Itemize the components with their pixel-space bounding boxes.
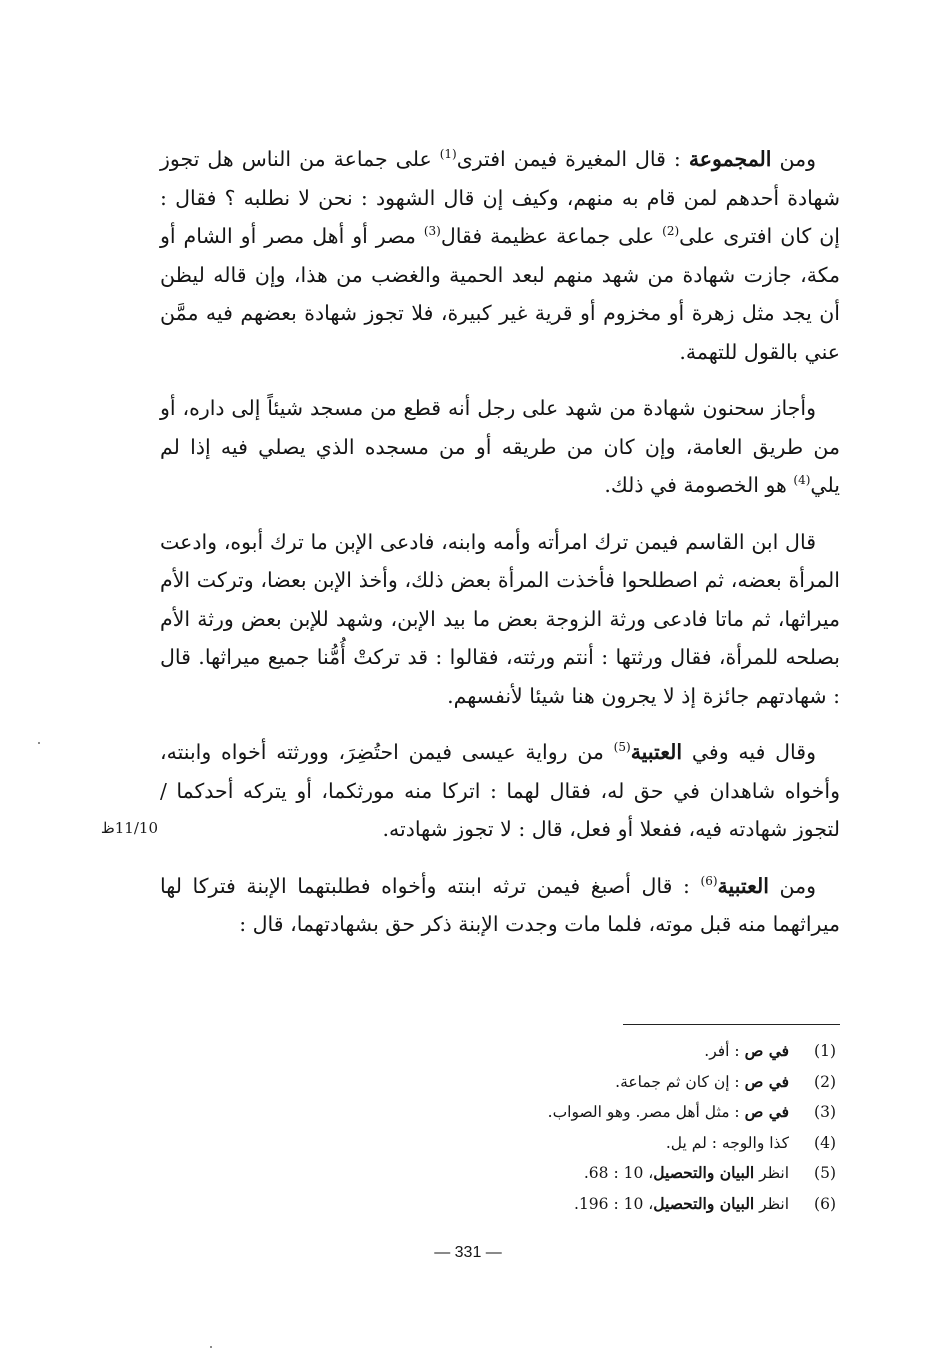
bold-term: العتبية <box>630 740 683 764</box>
footnotes-block <box>360 1036 836 1219</box>
footnote-marker: (4) <box>793 473 811 488</box>
footnote-item <box>360 1067 836 1098</box>
page-number: — 331 — <box>434 1244 502 1261</box>
footnote-prefix: انظر <box>754 1194 790 1213</box>
text-run: من رواية عيسى فيمن احتُضِرَ، وورثته أخواه وابنته، وأخواه شاهدان في حق له، فقال لهما : اتركا منه مورثكما، أو يتركه أحدكما / لتجوز شهادته فيه، ففعلا أو فعل، قال : لا تجوز شهادته. <box>160 740 840 841</box>
text-run: ومن <box>771 147 816 171</box>
footnote-book-title: البيان والتحصيل <box>653 1193 755 1213</box>
footnote-item <box>360 1097 836 1128</box>
scan-speck <box>210 1346 212 1348</box>
footnote-number: (4) <box>814 1133 836 1152</box>
footnote-number: (1) <box>814 1042 836 1060</box>
footnote-item <box>360 1128 836 1159</box>
footnote-marker: (3) <box>423 224 441 239</box>
footnote-item <box>360 1036 836 1067</box>
manuscript-folio-marker: 11/10ظ <box>100 819 158 837</box>
footnote-prefix: انظر <box>754 1164 790 1182</box>
text-run: على جماعة عظيمة فقال <box>440 224 663 248</box>
text-run: وقال فيه وفي <box>682 740 816 764</box>
footnote-text: : أفر. <box>704 1042 740 1060</box>
footnote-book-title: البيان والتحصيل <box>653 1163 755 1182</box>
footnote-text: كذا والوجه : لم يل. <box>665 1133 790 1152</box>
footnote-marker: (2) <box>662 224 680 239</box>
text-run: على جماعة من الناس هل تجوز شهادة أحدهم لمن قام به منهم، وكيف إن قال الشهود : نحن لا نطلبه ؟ فقال : إن كان افترى على <box>160 147 840 248</box>
paragraph <box>160 140 840 371</box>
paragraph <box>160 733 840 849</box>
footnote-text: ، 10 : 196. <box>574 1194 654 1213</box>
footnote-marker: (6) <box>700 873 718 888</box>
paragraph <box>160 867 840 944</box>
text-run: هو الخصومة في ذلك. <box>604 473 794 497</box>
text-run: : قال أصبغ فيمن ترثه ابنته وأخواه فطلبتهما الإبنة فتركا لها ميراثهما منه قبل موته، فلما مات وجدت الإبنة ذكر حق بشهادتهما، قال : <box>160 873 840 936</box>
footnote-source-label: في ص <box>744 1102 790 1121</box>
footnote-marker: (1) <box>439 147 457 162</box>
footnote-text: ، 10 : 68. <box>583 1164 654 1182</box>
paragraph <box>160 523 840 716</box>
text-run: وأجاز سحنون شهادة من شهد على رجل أنه قطع من مسجد شيئاً إلى داره، أو من طريق العامة، وإن كان من طريقه أو من مسجده الذي يصلي فيه إذا لم يلي <box>160 396 840 497</box>
bold-term: المجموعة <box>688 147 772 171</box>
text-run: ومن <box>768 873 816 898</box>
text-run: مصر أو أهل مصر أو الشام أو مكة، جازت شهادة من شهد منهم لبعد الحمية والغضب من هذا، وإن قاله ليظن أن يجد مثل زهرة أو مخزوم أو قرية غير كبيرة، فلا تجوز شهادة بعضهم فيه ممَّن عني بالقول للتهمة. <box>160 224 840 364</box>
footnote-separator-line <box>623 1024 840 1025</box>
footnote-number: (2) <box>814 1072 836 1091</box>
footnote-number: (5) <box>814 1164 836 1182</box>
footnote-item <box>360 1189 836 1220</box>
main-text-block <box>160 140 840 962</box>
footnote-source-label: في ص <box>744 1071 790 1091</box>
footnote-item <box>360 1158 836 1189</box>
paragraph <box>160 389 840 505</box>
scan-speck <box>38 742 40 744</box>
footnote-text: : إن كان ثم جماعة. <box>615 1072 740 1091</box>
footnote-number: (3) <box>814 1103 836 1121</box>
bold-term: العتبية <box>717 873 769 898</box>
footnote-number: (6) <box>814 1194 836 1213</box>
footnote-text: : مثل أهل مصر. وهو الصواب. <box>547 1103 740 1121</box>
text-run: قال ابن القاسم فيمن ترك امرأته وأمه وابنه، فادعى الإبن ما ترك أبوه، وادعت المرأة بعضه، ثم اصطلحوا فأخذت المرأة بعض ذلك، وأخذ الإبن بعضا، وتركت الأم ميراثها، ثم ماتا فادعى ورثة الزوجة بعض ما بيد الإبن، وشهد للإبن بعض ورثة الأم بصلحه للمرأة، فقال ورثتها : أنتم ورثته، فقالوا : قد تركتْ أُمُّنا جميع ميراثها. قال : شهادتهم جائزة إذ لا يجرون هنا شيئا لأنفسهم. <box>160 529 840 708</box>
text-run: : قال المغيرة فيمن افترى <box>456 147 689 171</box>
footnote-marker: (5) <box>613 740 631 755</box>
footnote-source-label: في ص <box>744 1041 790 1060</box>
